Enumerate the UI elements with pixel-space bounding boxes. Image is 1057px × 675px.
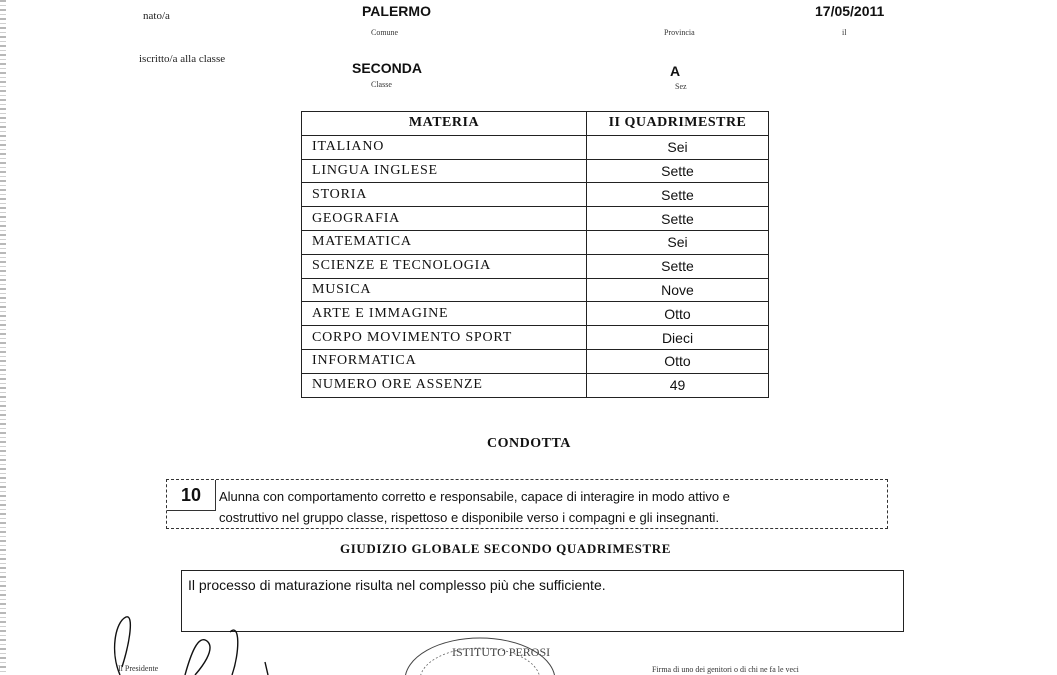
birth-date: 17/05/2011 [815, 3, 885, 19]
table-row [302, 159, 769, 183]
table-row [302, 254, 769, 278]
section-value: A [670, 63, 681, 79]
col-term-header: II QUADRIMESTRE [587, 112, 769, 136]
date-caption: il [842, 28, 847, 37]
grade-cell: Sette [587, 183, 769, 207]
giudizio-text: Il processo di maturazione risulta nel complesso più che sufficiente. [188, 577, 606, 593]
col-subject-header: MATERIA [302, 112, 587, 136]
table-row [302, 326, 769, 350]
grade-cell: Otto [587, 302, 769, 326]
grade-cell: Nove [587, 278, 769, 302]
table-row [302, 373, 769, 397]
table-row [302, 183, 769, 207]
giudizio-title: GIUDIZIO GLOBALE SECONDO QUADRIMESTRE [340, 541, 672, 556]
subject-cell: MATEMATICA [302, 230, 587, 254]
grade-cell: Otto [587, 349, 769, 373]
grade-cell: Sette [587, 159, 769, 183]
born-label: nato/a [143, 10, 170, 22]
grade-cell: Sette [587, 254, 769, 278]
class-caption: Classe [371, 80, 392, 89]
condotta-text-line-2: costruttivo nel gruppo classe, rispettoso e disponibile verso i compagni e gli insegnanti. [219, 510, 720, 525]
subject-cell: ARTE E IMMAGINE [302, 302, 587, 326]
table-row [302, 278, 769, 302]
province-caption: Provincia [664, 28, 695, 37]
table-row [302, 135, 769, 159]
class-value: SECONDA [352, 60, 423, 76]
subject-cell: GEOGRAFIA [302, 207, 587, 231]
scan-edge [0, 0, 6, 675]
president-caption: Il Presidente [118, 664, 159, 673]
grade-cell: Sette [587, 207, 769, 231]
birth-city: PALERMO [362, 3, 431, 19]
condotta-box [166, 479, 888, 529]
city-caption: Comune [371, 28, 399, 37]
subject-cell: INFORMATICA [302, 349, 587, 373]
table-row [302, 302, 769, 326]
table-row [302, 207, 769, 231]
condotta-text-line-1: Alunna con comportamento corretto e responsabile, capace di interagire in modo attivo e [219, 489, 730, 504]
grade-cell: Sei [587, 230, 769, 254]
condotta-grade: 10 [167, 480, 216, 511]
stamp-text: ISTITUTO PEROSI [452, 645, 551, 659]
section-caption: Sez [675, 82, 687, 91]
subject-cell: NUMERO ORE ASSENZE [302, 373, 587, 397]
subject-cell: LINGUA INGLESE [302, 159, 587, 183]
table-row [302, 230, 769, 254]
grade-cell: Sei [587, 135, 769, 159]
school-stamp [400, 632, 560, 675]
subject-cell: CORPO MOVIMENTO SPORT [302, 326, 587, 350]
condotta-title: CONDOTTA [487, 436, 571, 451]
subject-cell: STORIA [302, 183, 587, 207]
parent-signature-caption: Firma di uno dei genitori o di chi ne fa le veci [652, 665, 799, 674]
table-row [302, 349, 769, 373]
grade-cell: Dieci [587, 326, 769, 350]
subject-cell: SCIENZE E TECNOLOGIA [302, 254, 587, 278]
condotta-text [219, 486, 879, 528]
grade-cell: 49 [587, 373, 769, 397]
subject-cell: MUSICA [302, 278, 587, 302]
grades-table [301, 111, 769, 398]
grades-header-row [302, 112, 769, 136]
subject-cell: ITALIANO [302, 135, 587, 159]
enrolled-label: iscritto/a alla classe [139, 53, 226, 65]
